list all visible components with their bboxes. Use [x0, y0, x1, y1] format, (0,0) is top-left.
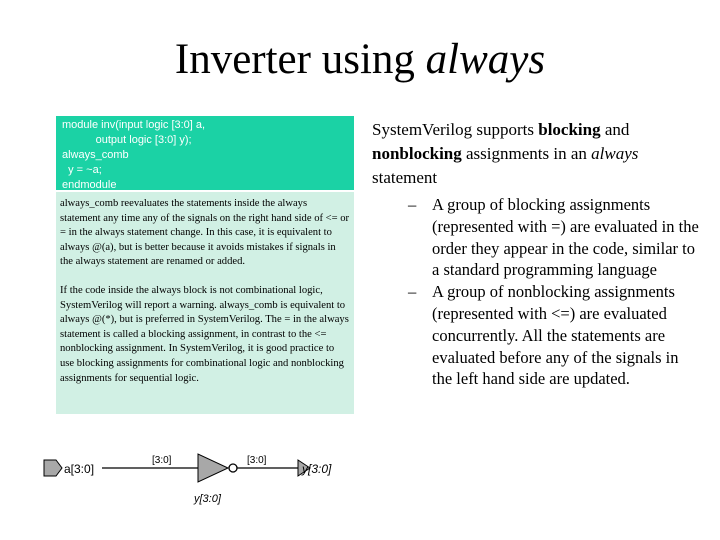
- bullet-text: A group of nonblocking assignments (represented with <=) are evaluated concurrently. All the statements are evaluated before any of the signals in the left hand side are updated.: [432, 282, 679, 389]
- explanation-paragraph-1: always_comb reevaluates the statements inside the always statement any time any of the signals on the right hand side of <= or = in the always statement change. In this case, it is equivalent to always @(a), but is better because it avoids mistakes if signals in the always statement are renamed or added.: [60, 198, 350, 268]
- code-line: always_comb: [62, 149, 129, 161]
- title-emphasis: always: [425, 36, 546, 83]
- input-port-label: a[3:0]: [64, 462, 95, 476]
- bullet-nonblocking: [372, 281, 702, 390]
- input-bus-label: [3:0]: [152, 455, 172, 466]
- intro-text: statement: [372, 168, 438, 187]
- code-box: [56, 116, 354, 190]
- bullet-blocking: [372, 194, 702, 281]
- intro-paragraph: [372, 118, 702, 190]
- code-line: output logic [3:0] y);: [62, 134, 192, 146]
- slide-title: [0, 36, 720, 84]
- intro-bold-blocking: blocking: [538, 120, 601, 139]
- title-main: Inverter using: [174, 36, 426, 83]
- intro-text: assignments in an: [461, 144, 592, 163]
- input-port-arrow: [44, 460, 62, 476]
- right-column: [372, 118, 702, 390]
- intro-text: SystemVerilog supports: [372, 120, 539, 139]
- code-line: endmodule: [62, 179, 117, 191]
- bullet-dash: –: [408, 282, 417, 302]
- output-bus-label: [3:0]: [247, 455, 267, 466]
- explanation-box: [56, 192, 354, 414]
- inverter-gate: [198, 454, 228, 482]
- explanation-paragraph-2: If the code inside the always block is not combinational logic, SystemVerilog will report a warning. always_comb is equivalent to always @(*), but is preferred in SystemVerilog. The = in the always statement is called a blocking assignment, in contrast to the <= nonblocking assignment. In SystemVerilog, it is good practice to use blocking assignments for combinational logic and nonblocking assignments for sequential logic.: [60, 284, 349, 384]
- output-port-label: y[3:0]: [302, 462, 332, 476]
- intro-bold-nonblocking: nonblocking: [372, 144, 462, 163]
- intro-italic-always: always: [591, 144, 639, 163]
- bullet-text: A group of blocking assignments (represented with =) are evaluated in the order they appear in the code, similar to a standard programming language: [432, 195, 699, 280]
- instance-label: y[3:0]: [194, 493, 221, 505]
- code-line: module inv(input logic [3:0] a,: [62, 119, 206, 131]
- bullet-dash: –: [408, 195, 417, 214]
- inverter-bubble: [229, 464, 237, 472]
- bullet-list: [372, 194, 702, 390]
- inverter-schematic: [36, 452, 376, 540]
- code-line: y = ~a;: [62, 164, 102, 176]
- intro-text: and: [600, 120, 630, 139]
